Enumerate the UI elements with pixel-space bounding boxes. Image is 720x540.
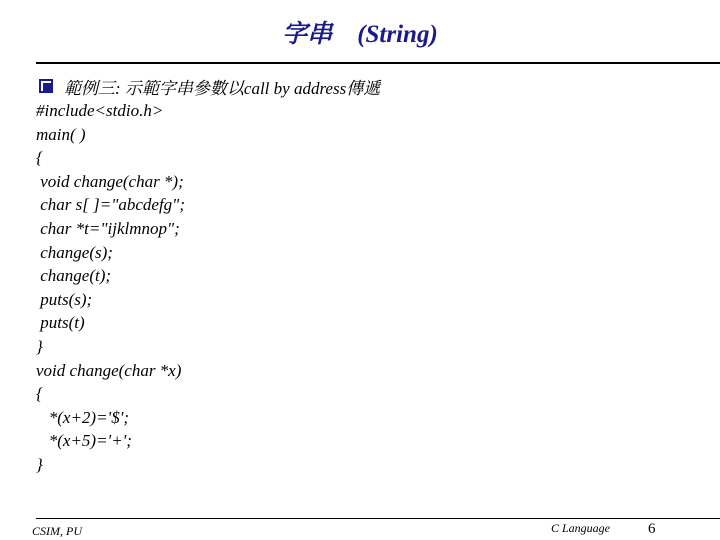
code-line: void change(char *); — [36, 171, 184, 191]
code-line: { — [36, 384, 43, 404]
footer-left: CSIM, PU — [32, 524, 82, 538]
code-line: { — [36, 148, 43, 168]
code-line: void change(char *x) — [36, 360, 182, 380]
slide-title: 字串 (String) — [282, 21, 438, 48]
code-block — [36, 99, 185, 477]
code-line: #include<stdio.h> — [36, 101, 164, 120]
footer-center: C Language — [551, 521, 611, 535]
page-number: 6 — [648, 521, 656, 537]
code-line: puts(t) — [36, 313, 85, 333]
code-line: change(t); — [36, 266, 112, 286]
code-line: puts(s); — [36, 289, 93, 309]
bullet-item — [38, 75, 380, 97]
code-line: *(x+5)='+'; — [36, 431, 132, 451]
title-divider — [36, 62, 720, 64]
bullet-text: 範例三: 示範字串參數以call by address傳遞 — [64, 78, 381, 98]
code-line: change(s); — [36, 242, 113, 262]
code-line: main( ) — [36, 124, 86, 144]
code-line: } — [36, 336, 43, 356]
checkbox-bullet-icon — [38, 78, 54, 94]
code-line: char *t="ijklmnop"; — [36, 218, 180, 238]
footer-divider — [36, 518, 720, 519]
code-line: } — [36, 454, 43, 474]
code-line: *(x+2)='$'; — [36, 407, 129, 427]
code-line: char s[ ]="abcdefg"; — [36, 195, 185, 215]
